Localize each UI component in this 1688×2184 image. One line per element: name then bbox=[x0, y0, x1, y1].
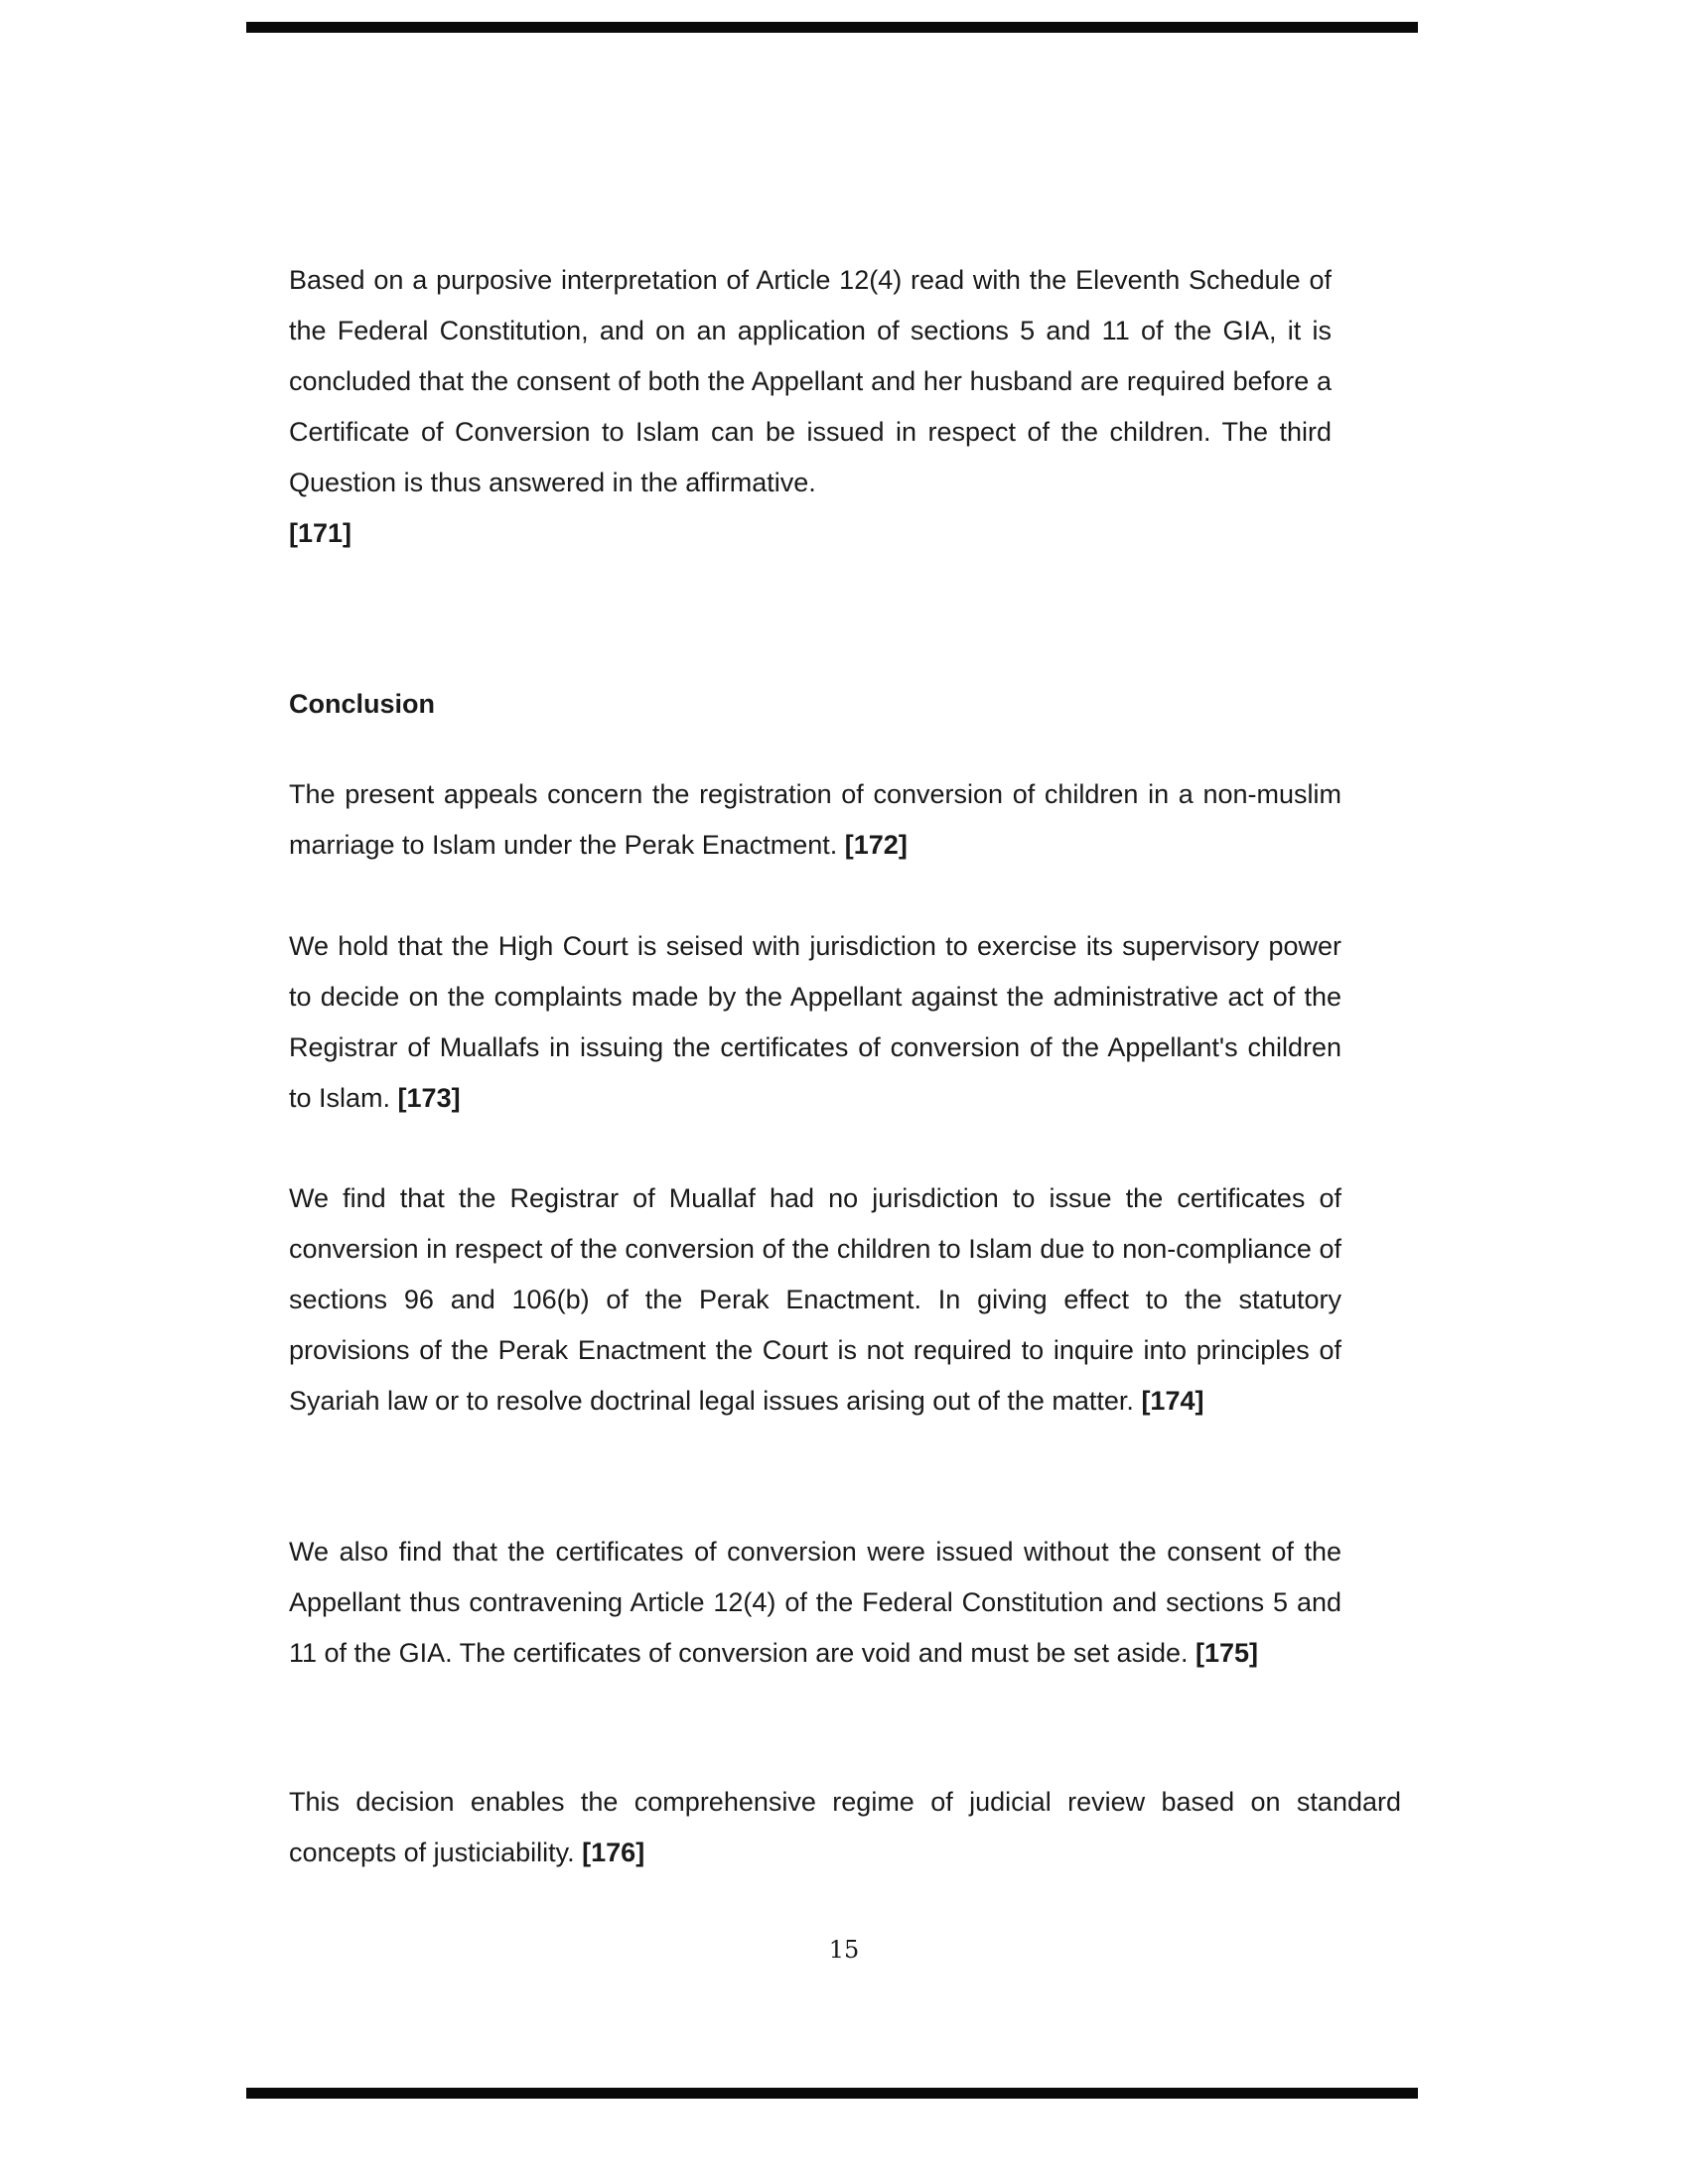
paragraph-reference: [173] bbox=[397, 1083, 461, 1113]
conclusion-heading: Conclusion bbox=[289, 689, 435, 719]
paragraph-reference: [171] bbox=[289, 518, 352, 548]
bottom-rule bbox=[246, 2088, 1418, 2099]
paragraph-text: This decision enables the comprehensive regime of judicial review based on standard concepts of justiciability. bbox=[289, 1787, 1401, 1867]
paragraph-reference: [172] bbox=[844, 830, 908, 860]
paragraph-176 bbox=[289, 1777, 1401, 1878]
paragraph-reference: [175] bbox=[1196, 1638, 1259, 1668]
paragraph-text: The present appeals concern the registration of conversion of children in a non-muslim marriage to Islam under the Perak Enactment. bbox=[289, 779, 1341, 860]
paragraph-174 bbox=[289, 1173, 1341, 1427]
paragraph-171 bbox=[289, 255, 1332, 559]
paragraph-173 bbox=[289, 921, 1341, 1124]
top-rule bbox=[246, 22, 1418, 33]
paragraph-text: We find that the Registrar of Muallaf had no jurisdiction to issue the certificates of conversion in respect of the conversion of the children to Islam due to non-compliance of sections 96 and 106(b) of the Perak Enactment. In giving effect to the statutory provisions of the Perak Enactment the Court is not required to inquire into principles of Syariah law or to resolve doctrinal legal issues arising out of the matter. bbox=[289, 1183, 1341, 1416]
paragraph-text: Based on a purposive interpretation of Article 12(4) read with the Eleventh Schedule of the Federal Constitution, and on an application of sections 5 and 11 of the GIA, it is concluded that the consent of both the Appellant and her husband are required before a Certificate of Conversion to Islam can be issued in respect of the children. The third Question is thus answered in the affirmative. bbox=[289, 265, 1332, 497]
paragraph-text: We also find that the certificates of conversion were issued without the consent of the Appellant thus contravening Article 12(4) of the Federal Constitution and sections 5 and 11 of the GIA. The certificates of conversion are void and must be set aside. bbox=[289, 1537, 1341, 1668]
paragraph-reference: [174] bbox=[1141, 1386, 1204, 1416]
paragraph-172 bbox=[289, 769, 1341, 871]
paragraph-175 bbox=[289, 1527, 1341, 1679]
paragraph-reference: [176] bbox=[582, 1838, 645, 1867]
page-number: 15 bbox=[828, 1936, 860, 1964]
paragraph-text: We hold that the High Court is seised with jurisdiction to exercise its supervisory power to decide on the complaints made by the Appellant against the administrative act of the Registrar of Muallafs in issuing the certificates of conversion of the Appellant's children to Islam. bbox=[289, 931, 1341, 1113]
